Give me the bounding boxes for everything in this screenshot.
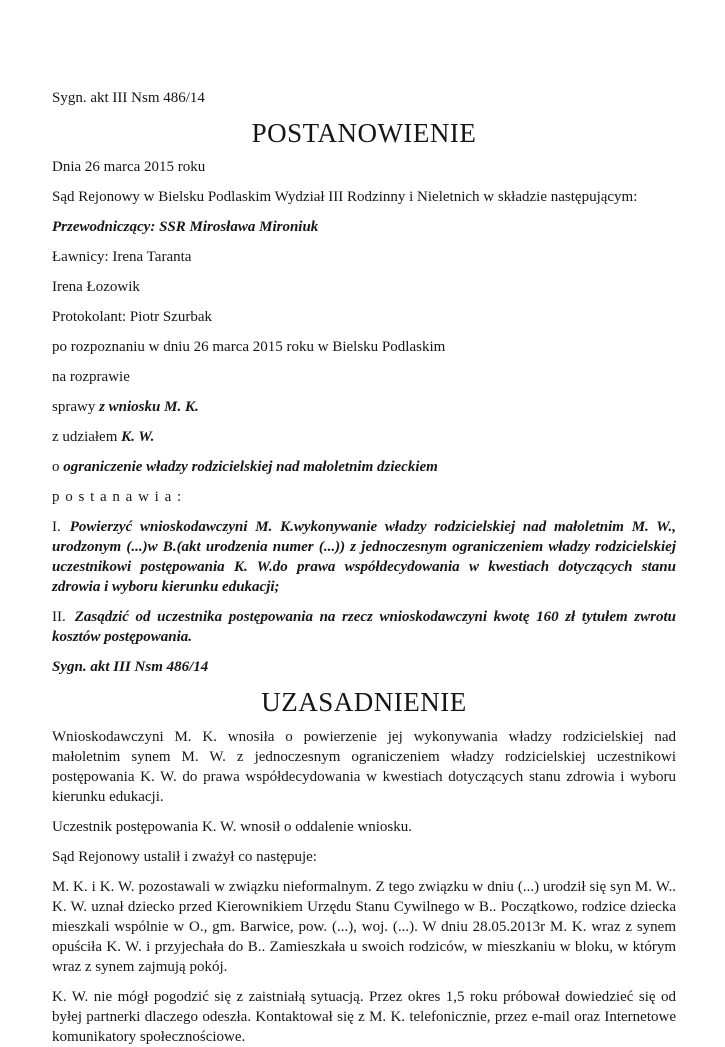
case-signature: Sygn. akt III Nsm 486/14 [52, 90, 205, 106]
case-origin-line [52, 397, 676, 417]
justification-paragraph-relationship-history: M. K. i K. W. pozostawali w związku nieformalnym. Z tego związku w dniu (...) urodził się syn M. W.. K. W. uznał dziecko przed Kierownikiem Urzędu Stanu Cywilnego w B.. Początkowo, rodzice dziecka mieszkali wspólnie w O., gm. Barwice, pow. (...), woj. (...). W dniu 28.05.2013r M. K. wraz z synem opuściła K. W. i przyjechała do B.. Zamieszkała u swoich rodziców, w mieszkaniu w bloku, w którym wraz z synem zajmują pokój. [52, 879, 676, 975]
participant-line [52, 427, 676, 447]
ruling-item-1 [52, 517, 676, 597]
case-origin-applicant: z wniosku M. K. [99, 399, 199, 415]
justification-paragraph-applicant-request: Wnioskodawczyni M. K. wnosiła o powierzenie jej wykonywania władzy rodzicielskiej nad małoletnim synem M. W. z jednoczesnym ograniczeniem władzy rodzicielskiej uczestnikowi postępowania K. W. do prawa współdecydowania w kwestiach dotyczących stanu zdrowia i wyboru kierunku edukacji. [52, 729, 676, 805]
justification-paragraph-participant-position: Uczestnik postępowania K. W. wnosił o oddalenie wniosku. [52, 819, 412, 835]
hearing-date-line: po rozpoznaniu w dniu 26 marca 2015 roku w Bielsku Podlaskim [52, 339, 446, 355]
ruling-item-2 [52, 607, 676, 647]
lay-judges-line: Ławnicy: Irena Taranta [52, 249, 192, 265]
justification-paragraph-court-findings-intro: Sąd Rejonowy ustalił i zważył co następuje: [52, 849, 317, 865]
hearing-type-line: na rozprawie [52, 369, 130, 385]
ruling-item-2-number: II. [52, 609, 66, 625]
justification-title: UZASADNIENIE [261, 687, 467, 717]
case-subject-line [52, 457, 676, 477]
justification-paragraph-contact-attempts: K. W. nie mógł pogodzić się z zaistniałą sytuacją. Przez okres 1,5 roku próbował dowiedzieć się od byłej partnerki dlaczego odeszła. Kontaktował się z M. K. telefonicznie, przez e-mail oraz Internetowe komunikatory społecznościowe. [52, 989, 676, 1045]
ruling-item-1-text: Powierzyć wnioskodawczyni M. K.wykonywanie władzy rodzicielskiej nad małoletnim M. W., urodzonym (...)w B.(akt urodzenia numer (...)) z jednoczesnym ograniczeniem władzy rodzicielskiej uczestnikowi postępowania K. W.do prawa współdecydowania w kwestiach dotyczących stanu zdrowia i wyboru kierunku edukacji; [52, 519, 676, 595]
case-origin-prefix: sprawy [52, 399, 100, 415]
date-line: Dnia 26 marca 2015 roku [52, 159, 206, 175]
participant-prefix: z udziałem [52, 429, 122, 445]
participant-initials: K. W. [121, 429, 155, 445]
case-subject-prefix: o [52, 459, 64, 475]
court-clerk-line: Protokolant: Piotr Szurbak [52, 309, 212, 325]
ruling-item-2-text: Zasądzić od uczestnika postępowania na rzecz wnioskodawczyni kwotę 160 zł tytułem zwrotu kosztów postępowania. [52, 609, 676, 645]
case-signature-repeat: Sygn. akt III Nsm 486/14 [52, 659, 209, 675]
presiding-judge-line: Przewodniczący: SSR Mirosława Mironiuk [52, 219, 319, 235]
decision-keyword: p o s t a n a w i a : [52, 489, 183, 505]
ruling-item-1-number: I. [52, 519, 61, 535]
document-title: POSTANOWIENIE [251, 118, 477, 148]
case-subject-text: ograniczenie władzy rodzicielskiej nad małoletnim dzieckiem [63, 459, 438, 475]
court-composition-line: Sąd Rejonowy w Bielsku Podlaskim Wydział III Rodzinny i Nieletnich w składzie następującym: [52, 189, 638, 205]
lay-judge-second-line: Irena Łozowik [52, 279, 140, 295]
